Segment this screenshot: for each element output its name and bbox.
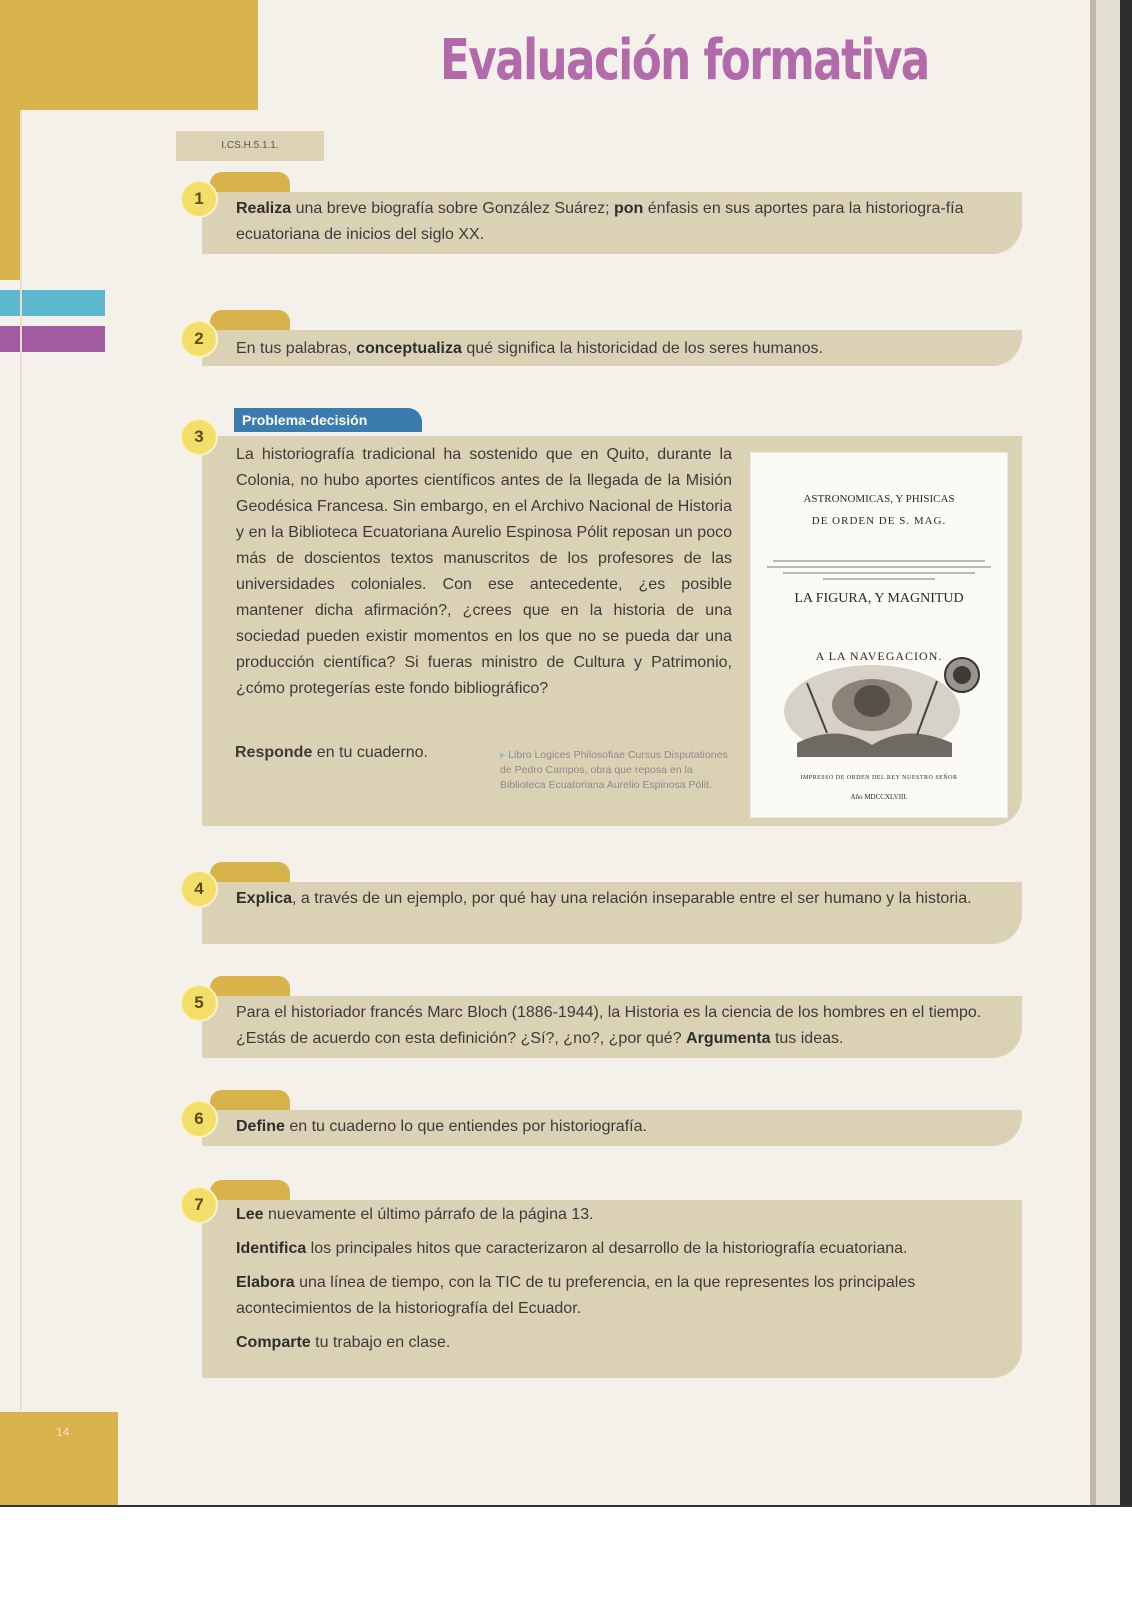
task-number-badge: 1	[180, 180, 218, 218]
caption-arrow-icon: ▸	[500, 749, 509, 761]
book-title-page-image	[750, 452, 1008, 818]
book-line: Año MDCCXLVIII.	[850, 793, 908, 801]
problem-decision-label: Problema-decisión	[234, 408, 422, 432]
scanner-edge-shadow	[1120, 0, 1132, 1505]
task-text-part: tus ideas.	[770, 1030, 844, 1047]
task-text-part: en tu cuaderno lo que entiendes por historiografía.	[284, 1118, 647, 1135]
purple-stripe	[0, 326, 105, 352]
task-text-part: tu trabajo en clase.	[310, 1334, 451, 1351]
task-text	[236, 886, 1006, 912]
blue-stripe	[0, 290, 105, 316]
task-text-part: qué significa la historicidad de los seres humanos.	[461, 340, 823, 357]
task-6	[158, 1090, 1022, 1146]
task-item	[236, 1236, 1006, 1262]
task-tab	[210, 1180, 290, 1200]
skill-code-tag: I.CS.H.5.1.1.	[176, 131, 324, 161]
task-text-part: énfasis en sus aportes para la historiogra-fía ecuatoriana de inicios del siglo XX.	[236, 200, 964, 243]
caption-text: Libro Logices Philosofiae Cursus Disputationes de Pedro Campos, obra que reposa en la Biblioteca Ecuatoriana Aurelio Espinosa Pólit.	[500, 749, 728, 791]
task-verb: Explica	[236, 890, 293, 907]
task-2	[158, 310, 1022, 366]
task-text-part: una línea de tiempo, con la TIC de tu preferencia, en la que representes los principales acontecimientos de la historiografía del Ecuador.	[236, 1274, 916, 1317]
task-verb: Define	[236, 1118, 285, 1135]
task-number-badge: 2	[180, 320, 218, 358]
book-line: A LA NAVEGACION.	[815, 649, 943, 663]
book-line: LA FIGURA, Y MAGNITUD	[794, 591, 964, 606]
task-item	[236, 1202, 1006, 1228]
task-number-badge: 3	[180, 418, 218, 456]
task-text	[236, 196, 1006, 248]
margin-line	[20, 110, 22, 1410]
task-number-badge: 7	[180, 1186, 218, 1224]
task-7	[158, 1180, 1022, 1378]
task-verb: pon	[614, 200, 644, 217]
task-verb: conceptualiza	[356, 340, 462, 357]
page-fold-shadow	[1090, 0, 1096, 1505]
engraving-illustration	[777, 653, 981, 763]
task-number-badge: 4	[180, 870, 218, 908]
book-line: IMPRESSO DE ORDEN DEL REY NUESTRO SEÑOR	[800, 775, 958, 781]
task-item	[236, 1330, 1006, 1356]
gold-corner-block	[0, 0, 258, 110]
task-item	[236, 1270, 1006, 1322]
task-text-part: Para el historiador francés Marc Bloch (1886-1944), la Historia es la ciencia de los hombres en el tiempo. ¿Estás de acuerdo con esta definición? ¿Sí?, ¿no?, ¿por qué?	[236, 1004, 982, 1047]
task-text-part: , a través de un ejemplo, por qué hay una relación inseparable entre el ser humano y la historia.	[292, 890, 972, 907]
respond-line	[235, 744, 428, 762]
task-tab	[210, 976, 290, 996]
task-verb: Realiza	[236, 200, 292, 217]
task-number-badge: 6	[180, 1100, 218, 1138]
task-verb: Identifica	[236, 1240, 307, 1257]
task-tab	[210, 1090, 290, 1110]
task-text	[236, 1114, 1006, 1140]
task-text-part: una breve biografía sobre González Suárez;	[291, 200, 614, 217]
fine-print-lines	[763, 557, 995, 587]
task-text	[236, 336, 1006, 362]
book-line: ASTRONOMICAS, Y PHISICAS	[803, 493, 955, 505]
task-text-part: En tus palabras,	[236, 340, 357, 357]
task-4	[158, 862, 1022, 944]
page-right-edge	[1090, 0, 1132, 1505]
task-tab	[210, 172, 290, 192]
task-text-part: los principales hitos que caracterizaron al desarrollo de la historiografía ecuatoriana.	[306, 1240, 908, 1257]
gold-side-strip	[0, 110, 20, 280]
task-verb: Responde	[235, 744, 313, 761]
task-number-badge: 5	[180, 984, 218, 1022]
page-number: 14	[56, 1425, 70, 1439]
task-1	[158, 172, 1022, 254]
scan-bottom-margin	[0, 1505, 1132, 1602]
task-text-part: nuevamente el último párrafo de la página 13.	[263, 1206, 594, 1223]
task-verb: Comparte	[236, 1334, 311, 1351]
page-title: Evaluación formativa	[440, 28, 929, 93]
task-text: La historiografía tradicional ha sostenido que en Quito, durante la Colonia, no hubo aportes científicos antes de la llegada de la Misión Geodésica Francesa. Sin embargo, en el Archivo Nacional de Historia y en la Biblioteca Ecuatoriana Aurelio Espinosa Pólit reposan un poco más de doscientos textos manuscritos de los profesores de las universidades coloniales. Con ese antecedente, ¿es posible mantener dicha afirmación?, ¿crees que en la historia de una sociedad pueden existir momentos en los que no se pueda dar una producción científica? Si fueras ministro de Cultura y Patrimonio, ¿cómo protegerías este fondo bibliográfico?	[236, 446, 732, 697]
task-verb: Lee	[236, 1206, 264, 1223]
task-tab	[210, 862, 290, 882]
task-verb: Elabora	[236, 1274, 295, 1291]
task-tab	[210, 310, 290, 330]
task-text	[236, 1202, 1006, 1356]
task-5	[158, 976, 1022, 1058]
task-text	[236, 1000, 1006, 1052]
task-text-part: en tu cuaderno.	[312, 744, 428, 761]
task-verb: Argumenta	[686, 1030, 771, 1047]
book-line: DE ORDEN DE S. MAG.	[811, 515, 947, 527]
image-caption	[500, 748, 730, 793]
